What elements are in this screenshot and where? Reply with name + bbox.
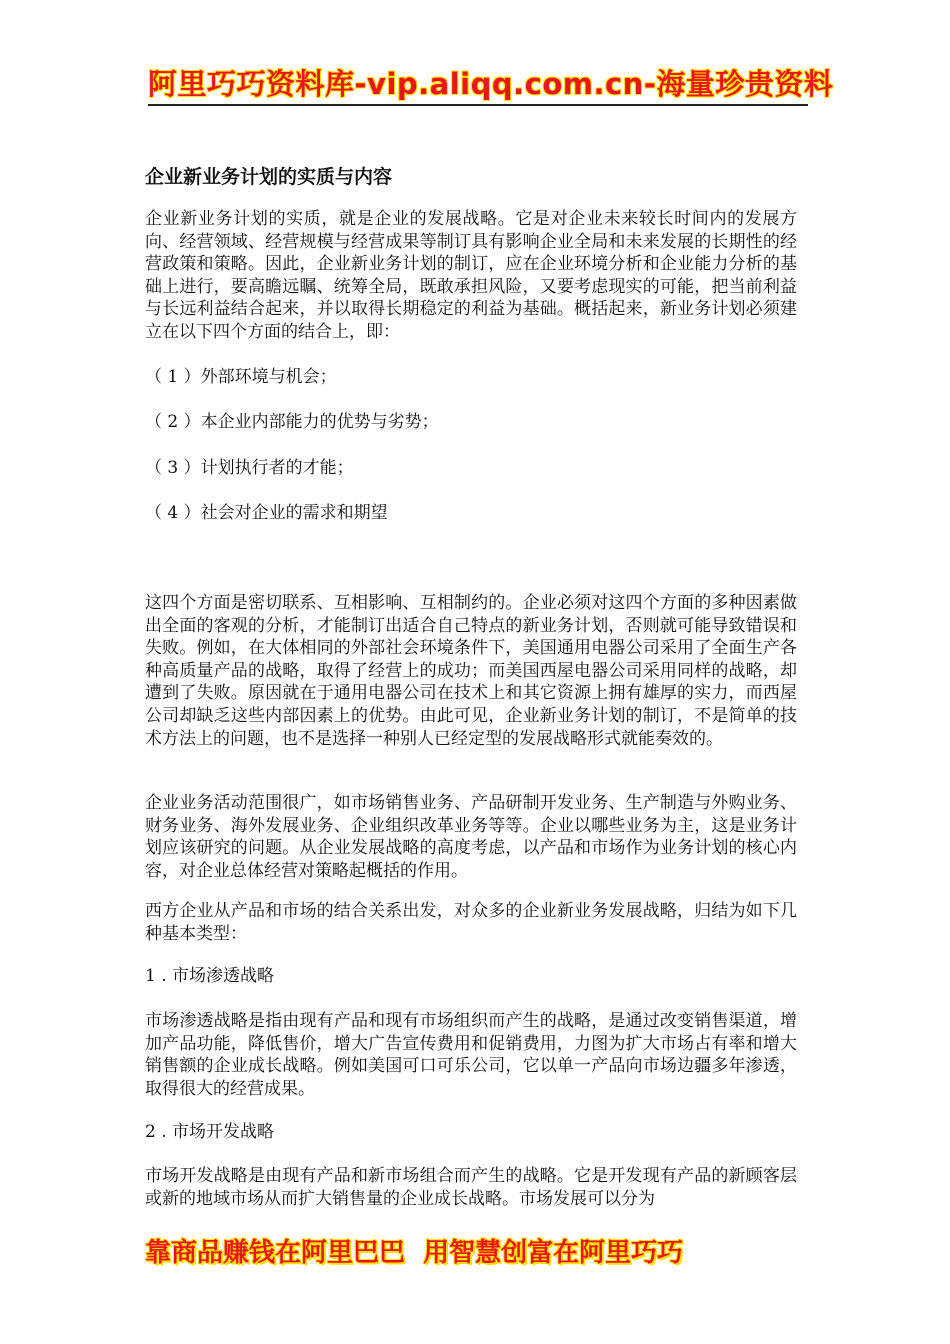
scope-paragraph: 企业业务活动范围很广，如市场销售业务、产品研制开发业务、生产制造与外购业务、财务业务、海外发展业务、企业组织改革业务等等。企业以哪些业务为主，这是业务计划应该研究的问题。从企业发展战略的高度考虑，以产品和市场作为业务计划的核心内容，对企业总体经营对策略起概括的作用。 — [145, 793, 797, 881]
western-paragraph: 西方企业从产品和市场的结合关系出发，对众多的企业新业务发展战略，归结为如下几种基本类型： — [145, 901, 797, 944]
list-item: （ 3 ）计划执行者的才能； — [145, 458, 354, 478]
document-title: 企业新业务计划的实质与内容 — [145, 166, 393, 188]
header-banner-text: 阿里巧巧资料库-vip.aliqq.com.cn-海量珍贵资料 — [148, 67, 834, 101]
penetration-paragraph: 市场渗透战略是指由现有产品和现有市场组织而产生的战略，是通过改变销售渠道，增加产品功能，降低售价，增大广告宣传费用和促销费用，力图为扩大市场占有率和增大销售额的企业成长战略。例如美国可口可乐公司，它以单一产品向市场边疆多年渗透，取得很大的经营成果。 — [145, 1011, 797, 1099]
list-item: （ 1 ）外部环境与机会； — [145, 367, 337, 387]
section-heading-market-penetration: 1 . 市场渗透战略 — [145, 966, 275, 986]
footer-banner — [145, 1232, 805, 1268]
header-banner — [148, 60, 834, 106]
intro-paragraph: 企业新业务计划的实质，就是企业的发展战略。它是对企业未来较长时间内的发展方向、经营领域、经营规模与经营成果等制订具有影响企业全局和未来发展的长期性的经营政策和策略。因此，企业新业务计划的制订，应在企业环境分析和企业能力分析的基础上进行，要高瞻远瞩、统筹全局，既敢承担风险，又要考虑现实的可能，把当前利益与长远利益结合起来，并以取得长期稳定的利益为基础。概括起来，新业务计划必须建立在以下四个方面的结合上，即： — [145, 209, 797, 342]
section-heading-market-development: 2 . 市场开发战略 — [145, 1122, 275, 1142]
list-item: （ 4 ）社会对企业的需求和期望 — [145, 503, 388, 523]
development-paragraph: 市场开发战略是由现有产品和新市场组合而产生的战略。它是开发现有产品的新顾客层或新的地域市场从而扩大销售量的企业成长战略。市场发展可以分为 — [145, 1166, 797, 1209]
list-item: （ 2 ）本企业内部能力的优势与劣势； — [145, 412, 439, 432]
relations-paragraph: 这四个方面是密切联系、互相影响、互相制约的。企业必须对这四个方面的多种因素做出全面的客观的分析，才能制订出适合自己特点的新业务计划，否则就可能导致错误和失败。例如，在大体相同的外部社会环境条件下，美国通用电器公司采用了全面生产各种高质量产品的战略，取得了经营上的成功；而美国西屋电器公司采用同样的战略，却遭到了失败。原因就在于通用电器公司在技术上和其它资源上拥有雄厚的实力，而西屋公司却缺乏这些内部因素上的优势。由此可见，企业新业务计划的制订，不是简单的技术方法上的问题，也不是选择一种别人已经定型的发展战略形式就能奏效的。 — [145, 593, 797, 749]
footer-banner-text: 靠商品赚钱在阿里巴巴 用智慧创富在阿里巧巧 — [145, 1238, 684, 1268]
